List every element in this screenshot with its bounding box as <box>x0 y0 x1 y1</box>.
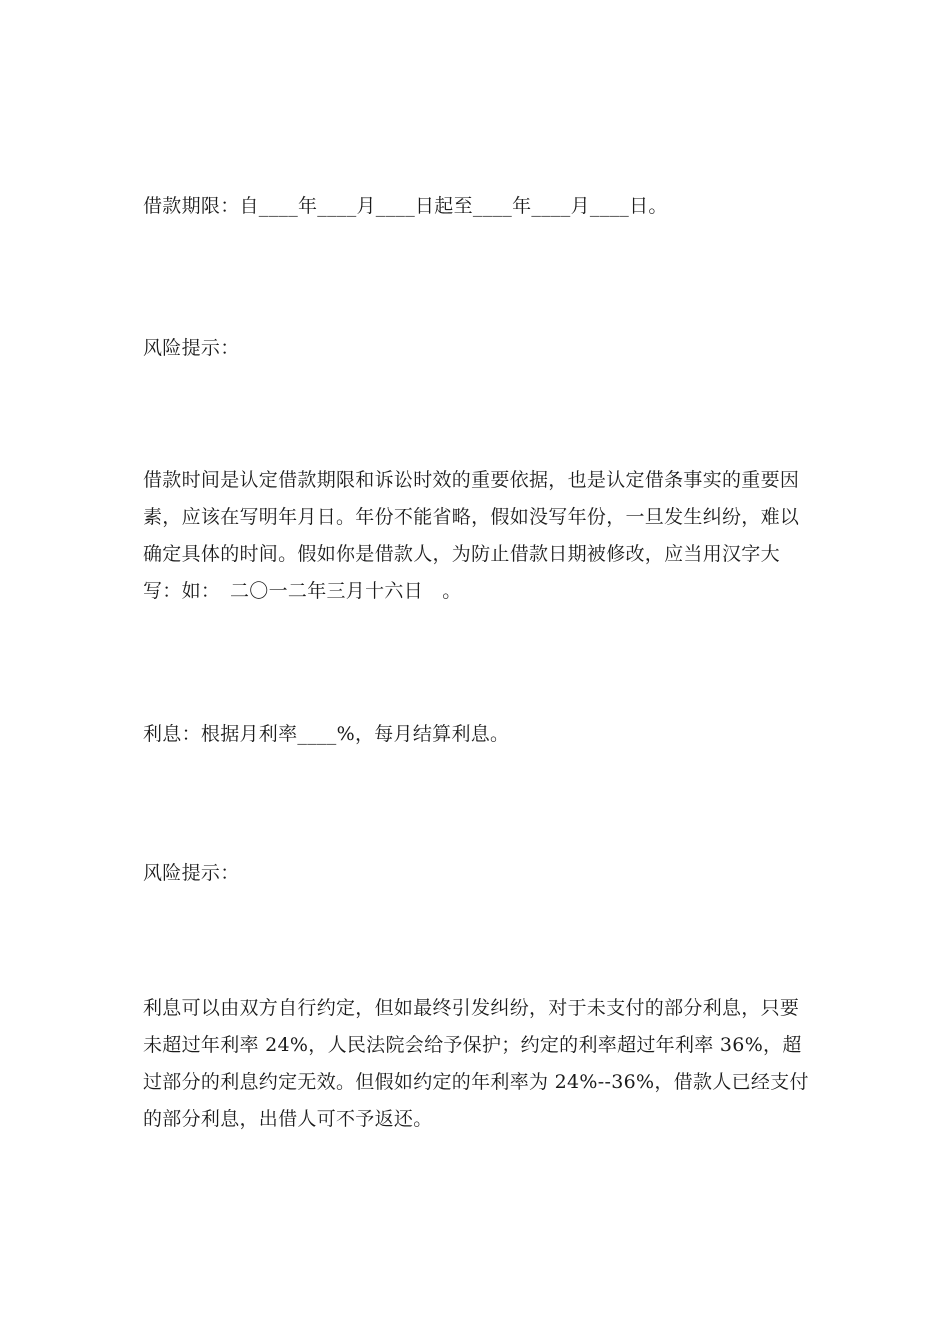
loan-term-paragraph: 借款期限：自____年____月____日起至____年____月____日。 <box>143 195 668 217</box>
risk-heading-2: 风险提示： <box>143 862 240 884</box>
risk-text-2: 利息可以由双方自行约定，但如最终引发纠纷，对于未支付的部分利息，只要未超过年利率 24%，人民法院会给予保护；约定的利率超过年利率 36%，超过部分的利息约定无效。但假如约定的年利率为 24%--36%，借款人已经支付的部分利息，出借人可不予返还。 <box>143 997 809 1130</box>
interest-paragraph: 利息：根据月利率____%，每月结算利息。 <box>143 723 510 745</box>
risk-heading-1: 风险提示： <box>143 337 240 359</box>
risk-text-1: 借款时间是认定借款期限和诉讼时效的重要依据，也是认定借条事实的重要因素，应该在写明年月日。年份不能省略，假如没写年份，一旦发生纠纷，难以确定具体的时间。假如你是借款人，为防止借款日期被修改，应当用汉字大写：如： 二〇一二年三月十六日 。 <box>143 469 800 602</box>
